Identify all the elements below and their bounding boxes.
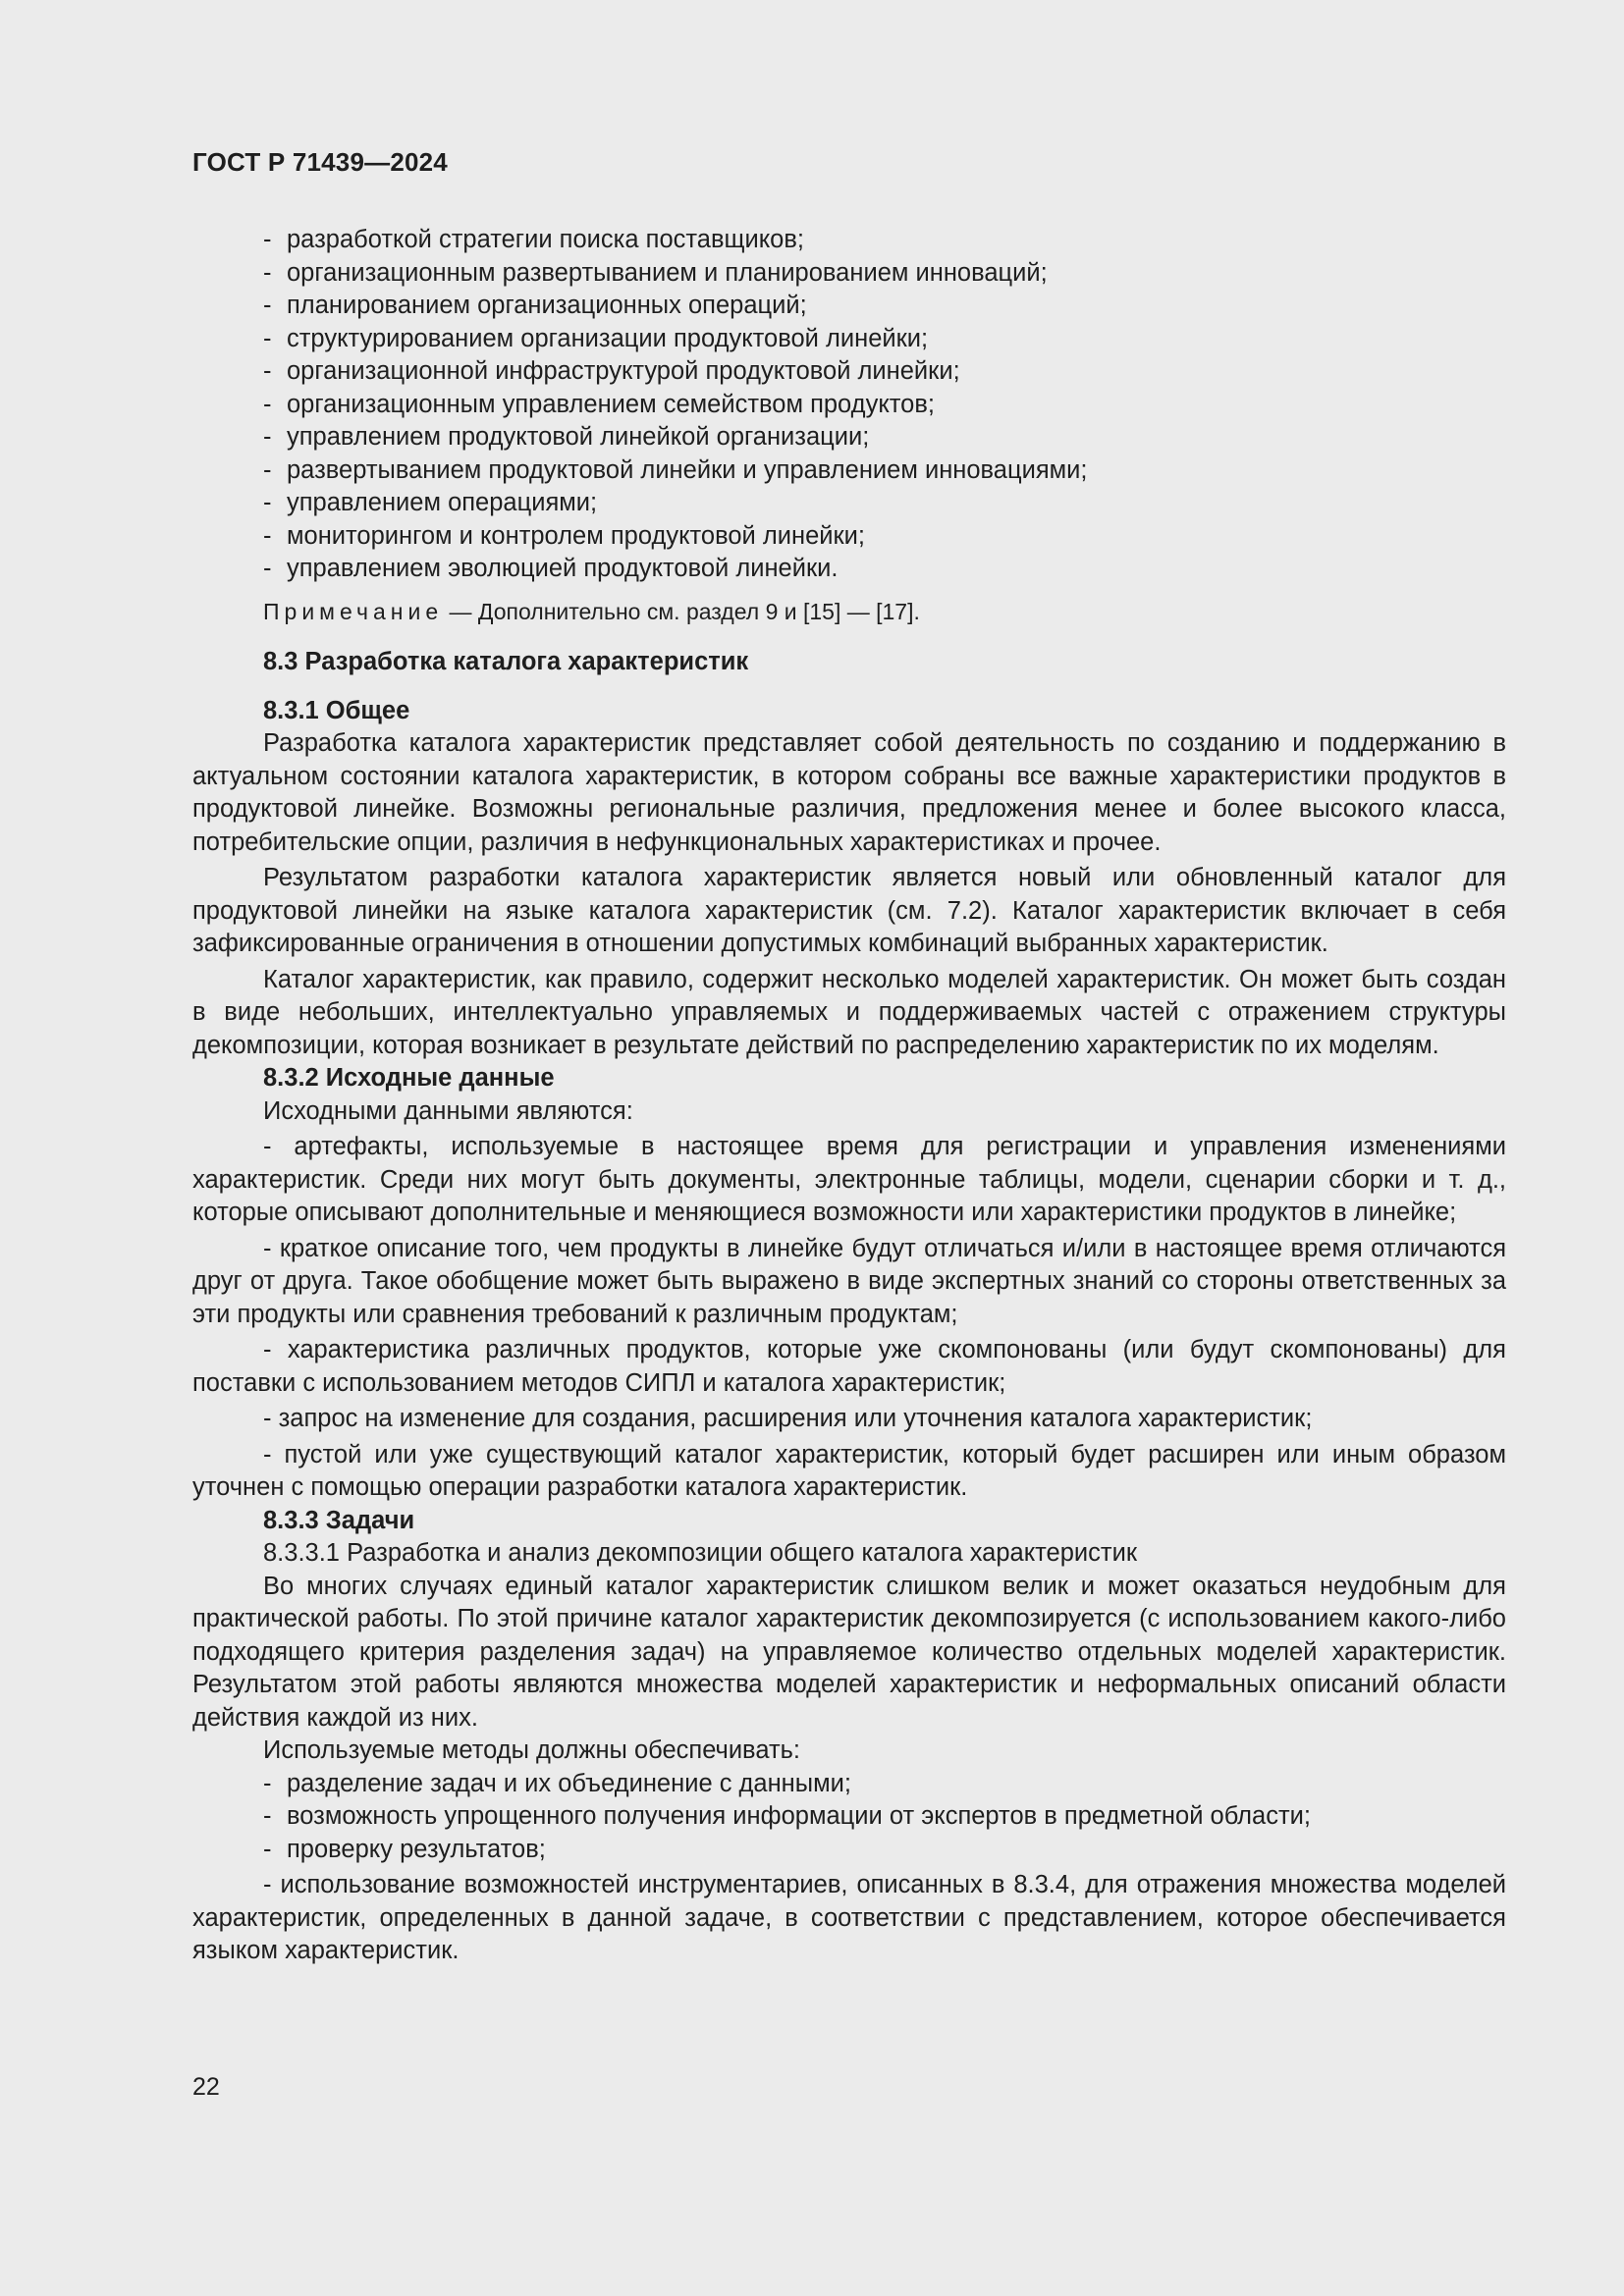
paragraph: Исходными данными являются: <box>263 1096 633 1125</box>
list-item: - мониторингом и контролем продуктовой линейки; <box>263 521 866 550</box>
paragraph: Используемые методы должны обеспечивать: <box>263 1736 800 1764</box>
list-item: - развертыванием продуктовой линейки и управлением инновациями; <box>263 455 1088 484</box>
list-item: - проверку результатов; <box>263 1835 546 1863</box>
section-heading-8-3-1: 8.3.1 Общее <box>263 696 410 724</box>
list-item: - структурированием организации продуктовой линейки; <box>263 324 929 352</box>
paragraph: Во многих случаях единый каталог характеристик слишком велик и может оказаться неудобным для практической работы. По этой причине каталог характеристик декомпозируется (с использованием какого-либо подходящего критерия разделения задач) на управляемое количество отдельных моделей характеристик. Результатом этой работы являются множества моделей характеристик и неформальных описаний области действия каждой из них. <box>192 1572 1506 1732</box>
list-item: - разделение задач и их объединение с данными; <box>263 1769 851 1797</box>
note <box>192 596 1506 629</box>
document-header: ГОСТ Р 71439—2024 <box>192 147 448 177</box>
list-item: - планированием организационных операций; <box>263 292 807 319</box>
list-item: - разработкой стратегии поиска поставщиков; <box>263 226 804 253</box>
list-item: - возможность упрощенного получения информации от экспертов в предметной области; <box>263 1802 1311 1830</box>
paragraph: Каталог характеристик, как правило, содержит несколько моделей характеристик. Он может быть создан в виде небольших, интеллектуально управляемых и поддерживаемых частей с отражением структуры декомпозиции, которая возникает в результате действий по распределению характеристик по их моделям. <box>192 965 1506 1059</box>
input-item: - краткое описание того, чем продукты в линейке будут отличаться и/или в настоящее время отличаются друг от друга. Такое обобщение может быть выражено в виде экспертных знаний со стороны ответственных за эти продукты или сравнения требований к различным продуктам; <box>192 1234 1506 1328</box>
input-item: - артефакты, используемые в настоящее время для регистрации и управления изменениями характеристик. Среди них могут быть документы, электронные таблицы, модели, сценарии сборки и т. д., которые описывают дополнительные и меняющиеся возможности или характеристики продуктов в линейке; <box>192 1133 1506 1226</box>
paragraph: - использование возможностей инструментариев, описанных в 8.3.4, для отражения множества моделей характеристик, определенных в данной задаче, в соответствии с представлением, которое обеспечивается языком характеристик. <box>192 1871 1506 1964</box>
paragraph: Результатом разработки каталога характеристик является новый или обновленный каталог для продуктовой линейки на языке каталога характеристик (см. 7.2). Каталог характеристик включает в себя зафиксированные ограничения в отношении допустимых комбинаций выбранных характеристик. <box>192 864 1506 957</box>
page-number: 22 <box>192 2073 220 2101</box>
input-item: - характеристика различных продуктов, которые уже скомпонованы (или будут скомпонованы) для поставки с использованием методов СИПЛ и каталога характеристик; <box>192 1336 1506 1397</box>
note-text: — Дополнительно см. раздел 9 и [15] — [17]. <box>449 598 920 624</box>
responsibility-list <box>192 224 1506 586</box>
note-label: Примечание <box>263 598 444 624</box>
section-heading-8-3: 8.3 Разработка каталога характеристик <box>263 648 749 675</box>
section-heading-8-3-3: 8.3.3 Задачи <box>263 1506 415 1534</box>
list-item: - управлением эволюцией продуктовой линейки. <box>263 555 839 582</box>
list-item: - организационным управлением семейством продуктов; <box>263 390 935 418</box>
list-item: - управлением продуктовой линейкой организации; <box>263 423 870 451</box>
section-heading-8-3-2: 8.3.2 Исходные данные <box>263 1064 555 1092</box>
input-item: - пустой или уже существующий каталог характеристик, который будет расширен или иным образом уточнен с помощью операции разработки каталога характеристик. <box>192 1440 1506 1501</box>
list-item: - управлением операциями; <box>263 489 598 516</box>
page-content <box>192 224 1506 1968</box>
paragraph: Разработка каталога характеристик представляет собой деятельность по созданию и поддержанию в актуальном состоянии каталога характеристик, в котором собраны все важные характеристики продуктов в продуктовой линейке. Возможны региональные различия, предложения менее и более высокого класса, потребительские опции, различия в нефункциональных характеристиках и прочее. <box>192 729 1506 856</box>
input-item: - запрос на изменение для создания, расширения или уточнения каталога характеристик; <box>263 1405 1313 1432</box>
subsection-heading-8-3-3-1: 8.3.3.1 Разработка и анализ декомпозиции общего каталога характеристик <box>263 1539 1137 1567</box>
list-item: - организационным развертыванием и планированием инноваций; <box>263 258 1048 287</box>
list-item: - организационной инфраструктурой продуктовой линейки; <box>263 357 960 385</box>
